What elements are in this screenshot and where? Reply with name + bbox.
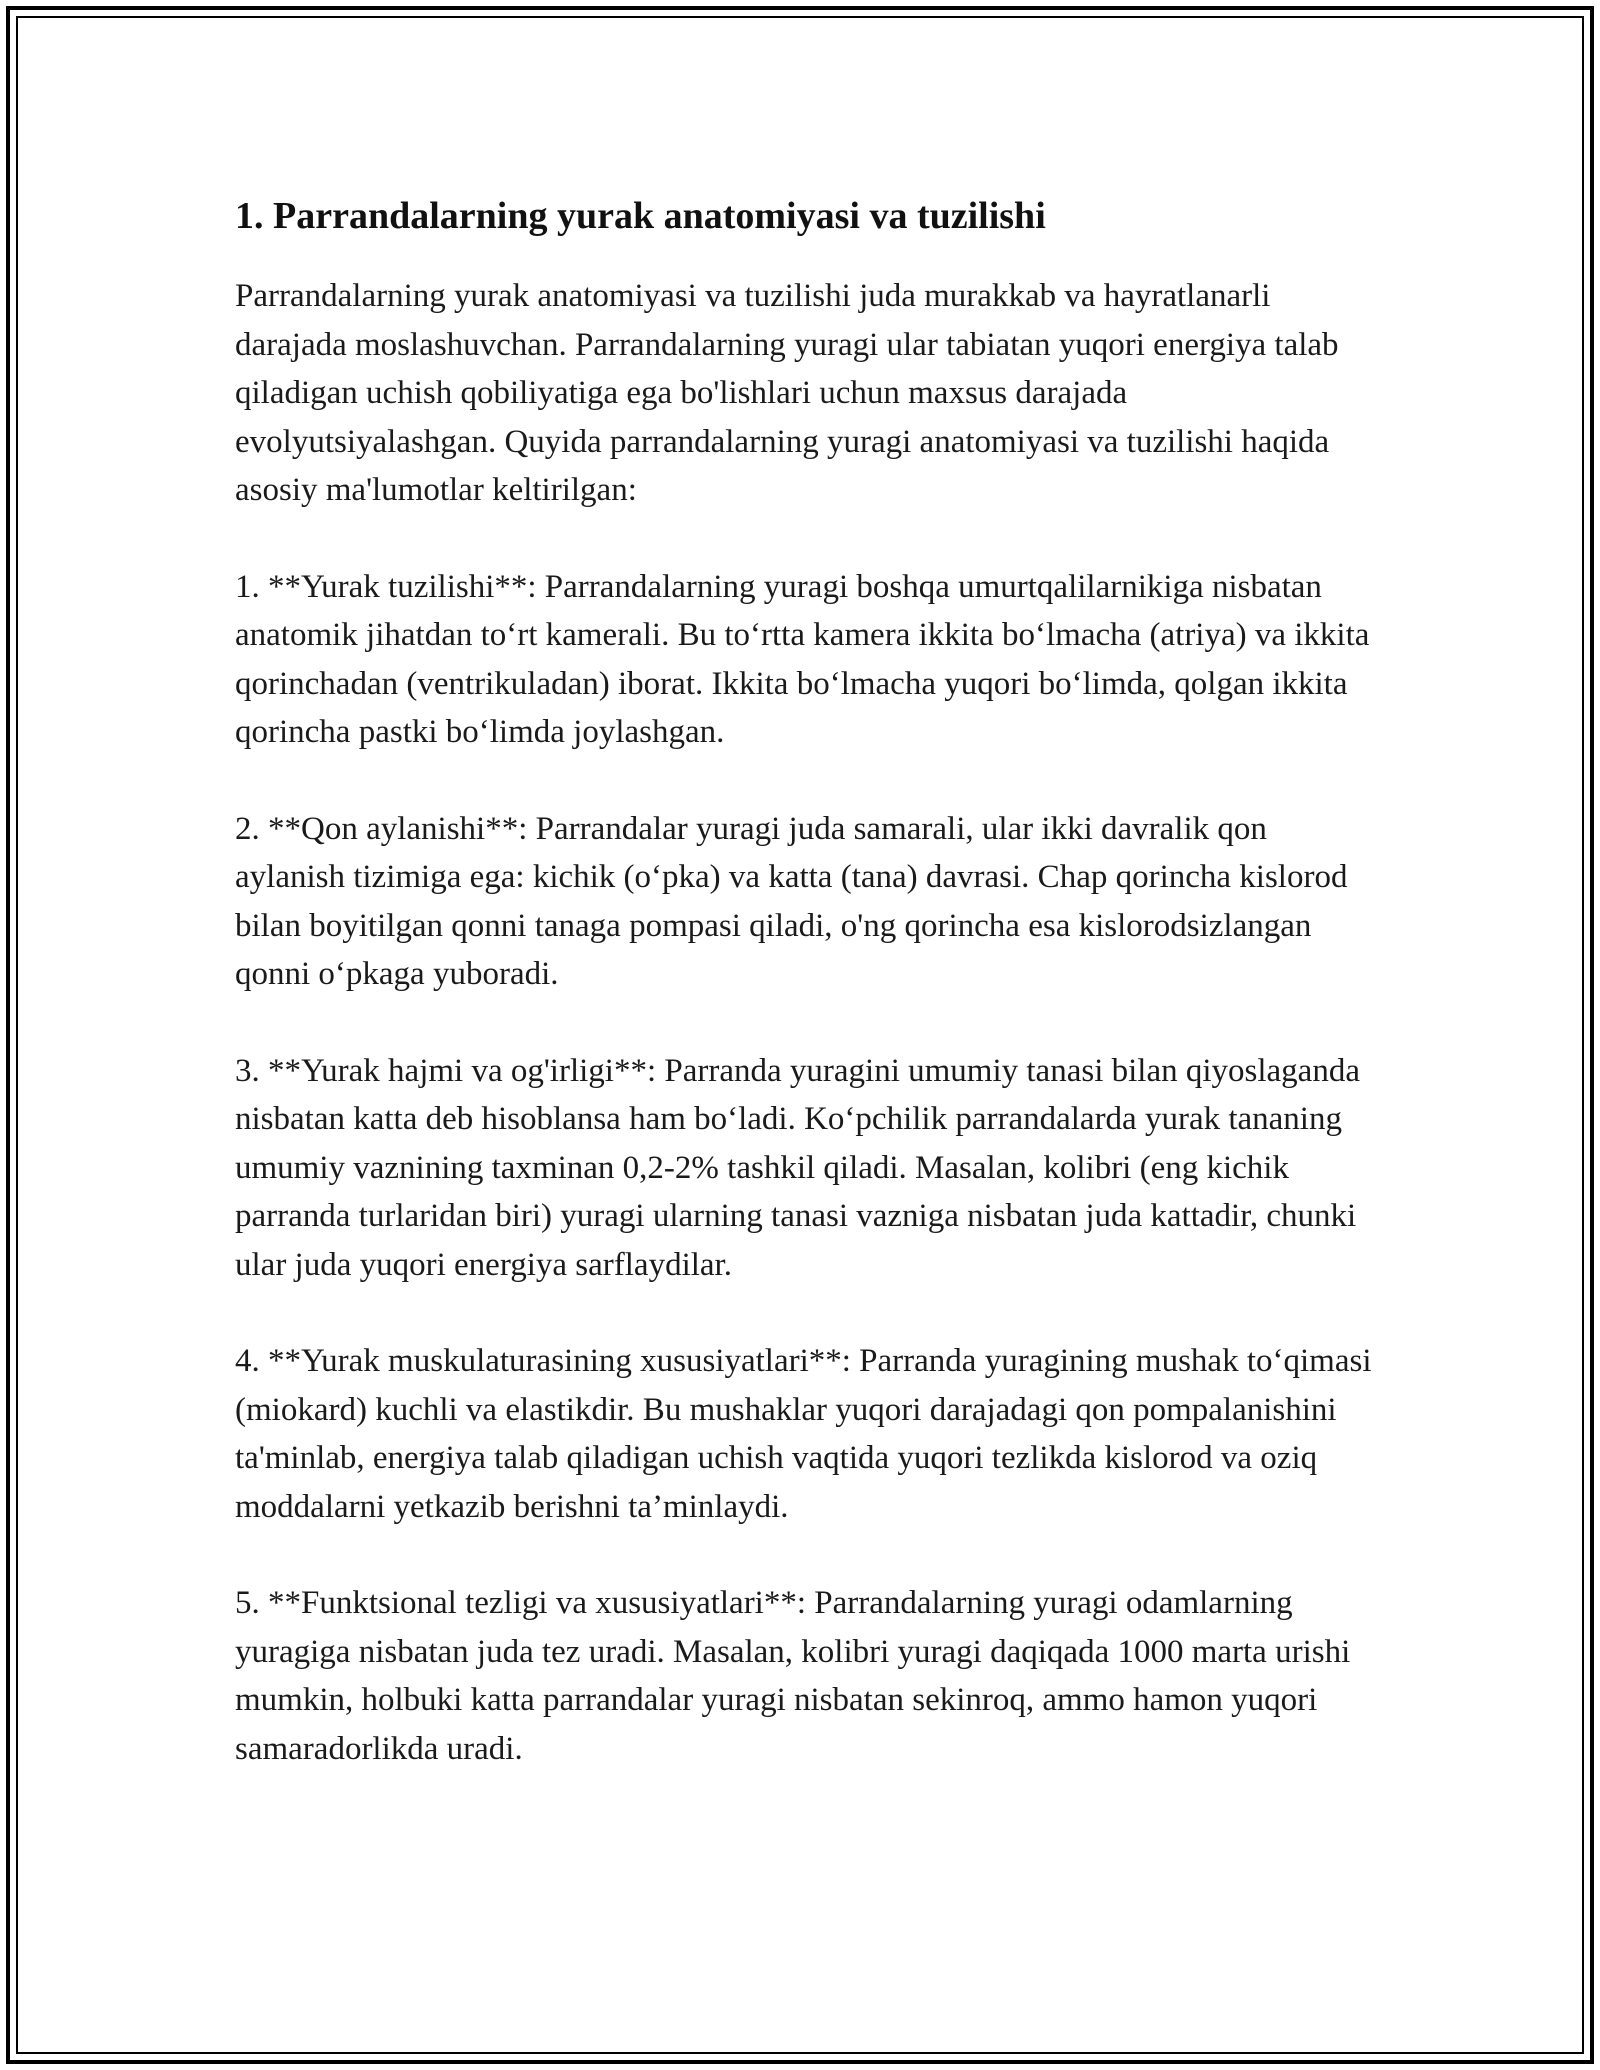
paragraph-yurak-muskulaturasi: 4. **Yurak muskulaturasining xususiyatlari**: Parranda yuragining mushak to‘qimasi (miokard) kuchli va elastikdir. Bu mushaklar yuqori darajadagi qon pompalanishini ta'minlab, energiya talab qiladigan uchish vaqtida yuqori tezlikda kislorod va oziq moddalarni yetkazib berishni ta’minlaydi.: [235, 1343, 1372, 1525]
paragraph-yurak-hajmi: 3. **Yurak hajmi va og'irligi**: Parranda yuragini umumiy tanasi bilan qiyoslaganda nisbatan katta deb hisoblansa ham bo‘ladi. Ko‘pchilik parrandalarda yurak tananing umumiy vaznining taxminan 0,2-2% tashkil qiladi. Masalan, kolibri (eng kichik parranda turlaridan biri) yuragi ularning tanasi vazniga nisbatan juda kattadir, chunki ular juda yuqori energiya sarflaydilar.: [235, 1052, 1360, 1283]
intro-paragraph: Parrandalarning yurak anatomiyasi va tuzilishi juda murakkab va hayratlanarli darajada moslashuvchan. Parrandalarning yuragi ular tabiatan yuqori energiya talab qiladigan uchish qobiliyatiga ega bo'lishlari uchun maxsus darajada evolyutsiyalashgan. Quyida parrandalarning yuragi anatomiyasi va tuzilishi haqida asosiy ma'lumotlar keltirilgan:: [235, 278, 1339, 508]
document-body: [235, 188, 1385, 1821]
document-title: 1. Parrandalarning yurak anatomiyasi va tuzilishi: [235, 195, 1046, 237]
paragraph-qon-aylanishi: 2. **Qon aylanishi**: Parrandalar yuragi juda samarali, ular ikki davralik qon aylanish tizimiga ega: kichik (o‘pka) va katta (tana) davrasi. Chap qorincha kislorod bilan boyitilgan qonni tanaga pompasi qiladi, o'ng qorincha esa kislorodsizlangan qonni o‘pkaga yuboradi.: [235, 810, 1348, 992]
paragraph-yurak-tuzilishi: 1. **Yurak tuzilishi**: Parrandalarning yuragi boshqa umurtqalilarnikiga nisbatan anatomik jihatdan to‘rt kamerali. Bu to‘rtta kamera ikkita bo‘lmacha (atriya) va ikkita qorinchadan (ventrikuladan) iborat. Ikkita bo‘lmacha yuqori bo‘limda, qolgan ikkita qorincha pastki bo‘limda joylashgan.: [235, 568, 1370, 750]
paragraph-funktsional-tezligi: 5. **Funktsional tezligi va xususiyatlari**: Parrandalarning yuragi odamlarning yuragiga nisbatan juda tez uradi. Masalan, kolibri yuragi daqiqada 1000 marta urishi mumkin, holbuki katta parrandalar yuragi nisbatan sekinroq, ammo hamon yuqori samaradorlikda uradi.: [235, 1585, 1351, 1767]
